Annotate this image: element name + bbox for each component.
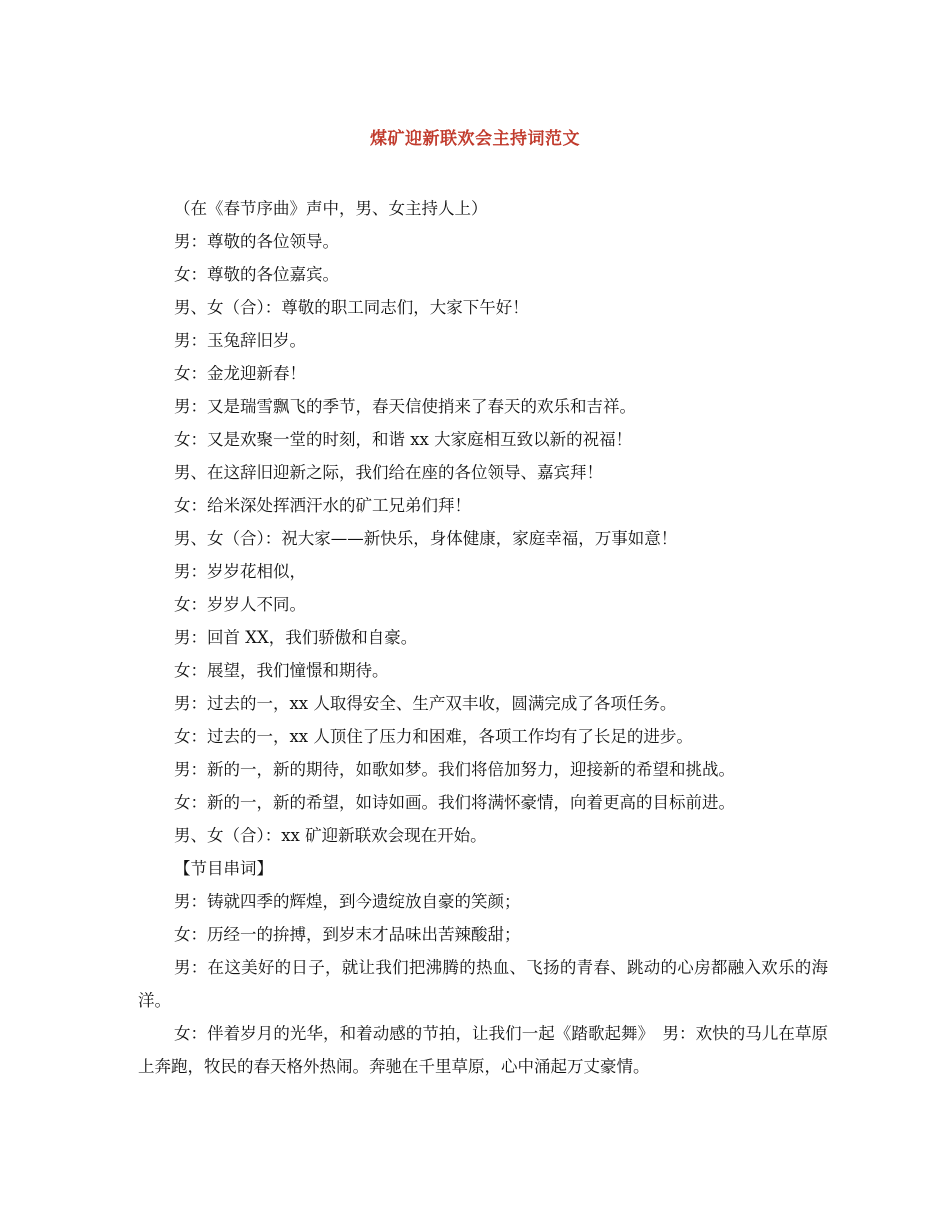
section-heading: 【节目串词】 (174, 859, 273, 878)
document-body (138, 192, 828, 1083)
script-line: 女：新的一，新的希望，如诗如画。我们将满怀豪情，向着更高的目标前进。 (174, 793, 735, 812)
script-line: 女：历经一的拚搏，到岁末才品味出苦辣酸甜； (174, 925, 521, 944)
script-paragraph: 男：在这美好的日子，就让我们把沸腾的热血、飞扬的青春、跳动的心房都融入欢乐的海洋。 (138, 958, 828, 1010)
document-title: 煤矿迎新联欢会主持词范文 (370, 129, 580, 149)
script-line: （在《春节序曲》声中，男、女主持人上） (174, 199, 488, 218)
script-line: 男、女（合）：xx 矿迎新联欢会现在开始。 (174, 826, 487, 845)
script-line: 男、女（合）：祝大家——新快乐，身体健康，家庭幸福，万事如意！ (174, 529, 678, 548)
script-line: 男、女（合）：尊敬的职工同志们，大家下午好！ (174, 298, 529, 317)
script-line: 男：铸就四季的辉煌，到今遗绽放自豪的笑颜； (174, 892, 521, 911)
script-line: 女：展望，我们憧憬和期待。 (174, 661, 389, 680)
script-line: 女：尊敬的各位嘉宾。 (174, 265, 339, 284)
script-line: 女：给米深处挥洒汗水的矿工兄弟们拜！ (174, 496, 471, 515)
script-line: 男：过去的一，xx 人取得安全、生产双丰收，圆满完成了各项任务。 (174, 694, 677, 713)
script-line: 男：又是瑞雪飘飞的季节，春天信使捎来了春天的欢乐和吉祥。 (174, 397, 636, 416)
script-line: 男：尊敬的各位领导。 (174, 232, 339, 251)
script-line: 男：新的一，新的期待，如歌如梦。我们将倍加努力，迎接新的希望和挑战。 (174, 760, 735, 779)
script-line: 女：金龙迎新春！ (174, 364, 306, 383)
script-line: 男：回首 XX，我们骄傲和自豪。 (174, 628, 418, 647)
script-paragraph: 女：伴着岁月的光华，和着动感的节拍，让我们一起《踏歌起舞》 男：欢快的马儿在草原上奔跑，牧民的春天格外热闹。奔驰在千里草原，心中涌起万丈豪情。 (138, 1024, 828, 1076)
script-line: 女：过去的一，xx 人顶住了压力和困难，各项工作均有了长足的进步。 (174, 727, 693, 746)
script-line: 男：岁岁花相似， (174, 562, 306, 581)
script-line: 男、在这辞旧迎新之际，我们给在座的各位领导、嘉宾拜！ (174, 463, 603, 482)
script-line: 女：岁岁人不同。 (174, 595, 306, 614)
script-line: 女：又是欢聚一堂的时刻，和谐 xx 大家庭相互致以新的祝福！ (174, 430, 633, 449)
script-line: 男：玉兔辞旧岁。 (174, 331, 306, 350)
